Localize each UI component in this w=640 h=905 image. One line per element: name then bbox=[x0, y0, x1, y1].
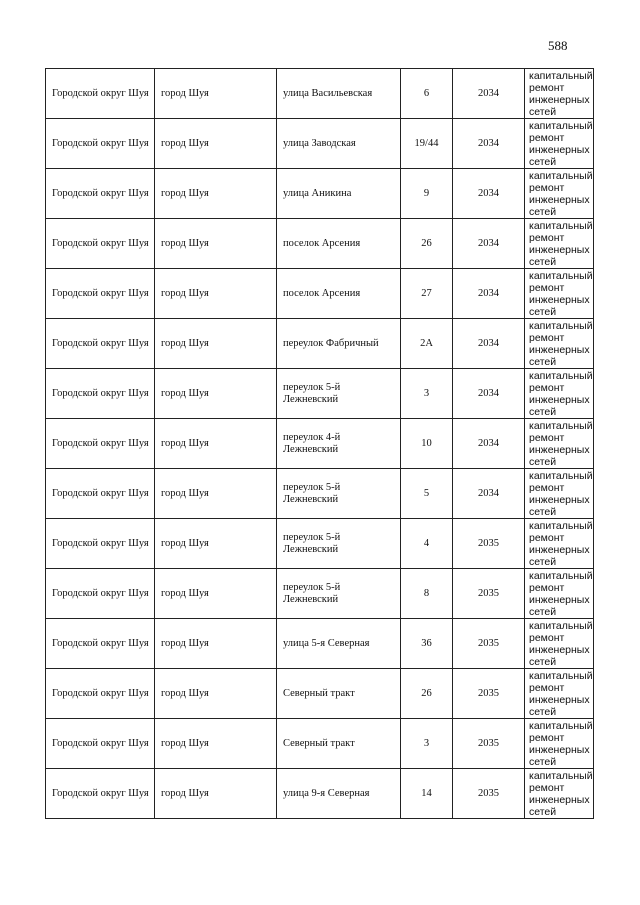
city-cell-text: город Шуя bbox=[161, 137, 209, 149]
district-cell-text: Городской округ Шуя bbox=[52, 487, 149, 499]
year-cell-text: 2035 bbox=[478, 787, 499, 799]
work-type-cell-text: капитальный ремонт инженерных сетей bbox=[529, 619, 593, 668]
work-type-cell-text: капитальный ремонт инженерных сетей bbox=[529, 119, 593, 168]
street-cell-text: переулок 5-й Лежневский bbox=[283, 581, 341, 605]
city-cell-text: город Шуя bbox=[161, 187, 209, 199]
house-number-cell bbox=[401, 569, 453, 619]
street-cell-text: переулок 4-й Лежневский bbox=[283, 431, 341, 455]
street-cell-text: поселок Арсения bbox=[283, 287, 361, 299]
district-cell-text: Городской округ Шуя bbox=[52, 537, 149, 549]
year-cell-text: 2034 bbox=[478, 387, 499, 399]
house-number-cell bbox=[401, 419, 453, 469]
house-number-cell bbox=[401, 119, 453, 169]
city-cell-text: город Шуя bbox=[161, 587, 209, 599]
year-cell-text: 2035 bbox=[478, 587, 499, 599]
district-cell bbox=[46, 369, 155, 419]
table-row bbox=[46, 319, 594, 369]
city-cell-text: город Шуя bbox=[161, 287, 209, 299]
table-row bbox=[46, 769, 594, 819]
district-cell-text: Городской округ Шуя bbox=[52, 787, 149, 799]
street-cell bbox=[277, 219, 401, 269]
city-cell-text: город Шуя bbox=[161, 487, 209, 499]
city-cell-text: город Шуя bbox=[161, 687, 209, 699]
city-cell bbox=[155, 119, 277, 169]
registry-table bbox=[45, 68, 594, 819]
year-cell bbox=[453, 669, 525, 719]
house-number-cell-text: 5 bbox=[423, 487, 430, 499]
district-cell-text: Городской округ Шуя bbox=[52, 137, 149, 149]
city-cell-text: город Шуя bbox=[161, 87, 209, 99]
year-cell bbox=[453, 269, 525, 319]
year-cell bbox=[453, 519, 525, 569]
district-cell bbox=[46, 269, 155, 319]
street-cell-text: Северный тракт bbox=[283, 737, 355, 749]
work-type-cell bbox=[525, 319, 594, 369]
street-cell bbox=[277, 119, 401, 169]
city-cell-text: город Шуя bbox=[161, 537, 209, 549]
work-type-cell-text: капитальный ремонт инженерных сетей bbox=[529, 519, 593, 568]
year-cell bbox=[453, 169, 525, 219]
district-cell-text: Городской округ Шуя bbox=[52, 737, 149, 749]
year-cell-text: 2034 bbox=[478, 287, 499, 299]
street-cell bbox=[277, 419, 401, 469]
work-type-cell bbox=[525, 369, 594, 419]
page-number: 588 bbox=[548, 38, 568, 53]
house-number-cell bbox=[401, 369, 453, 419]
work-type-cell-text: капитальный ремонт инженерных сетей bbox=[529, 569, 593, 618]
house-number-cell bbox=[401, 469, 453, 519]
district-cell bbox=[46, 769, 155, 819]
street-cell bbox=[277, 619, 401, 669]
house-number-cell-text: 10 bbox=[421, 437, 432, 449]
street-cell bbox=[277, 69, 401, 119]
table-row bbox=[46, 669, 594, 719]
year-cell-text: 2035 bbox=[478, 637, 499, 649]
work-type-cell bbox=[525, 69, 594, 119]
district-cell bbox=[46, 569, 155, 619]
table-row bbox=[46, 269, 594, 319]
table-row bbox=[46, 719, 594, 769]
district-cell-text: Городской округ Шуя bbox=[52, 87, 149, 99]
district-cell bbox=[46, 469, 155, 519]
house-number-cell-text: 3 bbox=[423, 737, 430, 749]
district-cell bbox=[46, 719, 155, 769]
year-cell-text: 2035 bbox=[478, 537, 499, 549]
city-cell bbox=[155, 169, 277, 219]
house-number-cell bbox=[401, 269, 453, 319]
district-cell-text: Городской округ Шуя bbox=[52, 337, 149, 349]
street-cell-text: улица 5-я Северная bbox=[283, 637, 370, 649]
district-cell bbox=[46, 419, 155, 469]
city-cell bbox=[155, 769, 277, 819]
city-cell bbox=[155, 469, 277, 519]
year-cell bbox=[453, 769, 525, 819]
house-number-cell bbox=[401, 319, 453, 369]
street-cell bbox=[277, 569, 401, 619]
house-number-cell-text: 14 bbox=[421, 787, 432, 799]
year-cell-text: 2034 bbox=[478, 137, 499, 149]
table-row bbox=[46, 469, 594, 519]
house-number-cell-text: 36 bbox=[421, 637, 432, 649]
house-number-cell-text: 2А bbox=[420, 337, 433, 349]
house-number-cell bbox=[401, 219, 453, 269]
table-row bbox=[46, 219, 594, 269]
work-type-cell-text: капитальный ремонт инженерных сетей bbox=[529, 719, 593, 768]
street-cell bbox=[277, 519, 401, 569]
street-cell-text: улица Васильевская bbox=[283, 87, 373, 99]
work-type-cell bbox=[525, 219, 594, 269]
table-row bbox=[46, 619, 594, 669]
city-cell-text: город Шуя bbox=[161, 637, 209, 649]
table-row bbox=[46, 419, 594, 469]
city-cell bbox=[155, 269, 277, 319]
year-cell-text: 2034 bbox=[478, 337, 499, 349]
work-type-cell bbox=[525, 769, 594, 819]
street-cell bbox=[277, 769, 401, 819]
district-cell bbox=[46, 69, 155, 119]
street-cell bbox=[277, 719, 401, 769]
street-cell bbox=[277, 269, 401, 319]
district-cell bbox=[46, 119, 155, 169]
year-cell-text: 2034 bbox=[478, 237, 499, 249]
year-cell bbox=[453, 119, 525, 169]
city-cell bbox=[155, 619, 277, 669]
street-cell-text: поселок Арсения bbox=[283, 237, 361, 249]
year-cell bbox=[453, 419, 525, 469]
table-row bbox=[46, 119, 594, 169]
house-number-cell-text: 19/44 bbox=[414, 137, 439, 149]
work-type-cell bbox=[525, 119, 594, 169]
table-row bbox=[46, 519, 594, 569]
district-cell-text: Городской округ Шуя bbox=[52, 187, 149, 199]
district-cell bbox=[46, 669, 155, 719]
work-type-cell bbox=[525, 719, 594, 769]
city-cell bbox=[155, 569, 277, 619]
house-number-cell bbox=[401, 769, 453, 819]
district-cell-text: Городской округ Шуя bbox=[52, 437, 149, 449]
district-cell-text: Городской округ Шуя bbox=[52, 287, 149, 299]
city-cell bbox=[155, 219, 277, 269]
year-cell bbox=[453, 469, 525, 519]
district-cell bbox=[46, 169, 155, 219]
city-cell-text: город Шуя bbox=[161, 437, 209, 449]
house-number-cell bbox=[401, 69, 453, 119]
district-cell-text: Городской округ Шуя bbox=[52, 387, 149, 399]
work-type-cell bbox=[525, 269, 594, 319]
year-cell-text: 2034 bbox=[478, 487, 499, 499]
street-cell-text: переулок 5-й Лежневский bbox=[283, 531, 341, 555]
work-type-cell bbox=[525, 519, 594, 569]
city-cell-text: город Шуя bbox=[161, 387, 209, 399]
work-type-cell-text: капитальный ремонт инженерных сетей bbox=[529, 369, 593, 418]
work-type-cell bbox=[525, 569, 594, 619]
work-type-cell bbox=[525, 469, 594, 519]
year-cell-text: 2034 bbox=[478, 87, 499, 99]
city-cell bbox=[155, 419, 277, 469]
street-cell bbox=[277, 669, 401, 719]
year-cell-text: 2035 bbox=[478, 687, 499, 699]
work-type-cell bbox=[525, 169, 594, 219]
district-cell-text: Городской округ Шуя bbox=[52, 587, 149, 599]
district-cell-text: Городской округ Шуя bbox=[52, 237, 149, 249]
street-cell bbox=[277, 369, 401, 419]
year-cell bbox=[453, 319, 525, 369]
street-cell-text: переулок 5-й Лежневский bbox=[283, 381, 341, 405]
city-cell bbox=[155, 319, 277, 369]
work-type-cell-text: капитальный ремонт инженерных сетей bbox=[529, 269, 593, 318]
year-cell-text: 2034 bbox=[478, 437, 499, 449]
house-number-cell-text: 3 bbox=[423, 387, 430, 399]
year-cell bbox=[453, 219, 525, 269]
work-type-cell-text: капитальный ремонт инженерных сетей bbox=[529, 169, 593, 218]
work-type-cell bbox=[525, 619, 594, 669]
house-number-cell bbox=[401, 169, 453, 219]
district-cell bbox=[46, 219, 155, 269]
house-number-cell-text: 27 bbox=[421, 287, 432, 299]
city-cell-text: город Шуя bbox=[161, 337, 209, 349]
street-cell bbox=[277, 469, 401, 519]
city-cell-text: город Шуя bbox=[161, 737, 209, 749]
district-cell bbox=[46, 319, 155, 369]
work-type-cell-text: капитальный ремонт инженерных сетей bbox=[529, 419, 593, 468]
work-type-cell-text: капитальный ремонт инженерных сетей bbox=[529, 769, 593, 818]
district-cell-text: Городской округ Шуя bbox=[52, 687, 149, 699]
house-number-cell bbox=[401, 519, 453, 569]
year-cell bbox=[453, 569, 525, 619]
registry-table-body bbox=[46, 69, 594, 819]
house-number-cell-text: 26 bbox=[421, 237, 432, 249]
house-number-cell-text: 6 bbox=[423, 87, 430, 99]
district-cell bbox=[46, 619, 155, 669]
work-type-cell-text: капитальный ремонт инженерных сетей bbox=[529, 669, 593, 718]
street-cell bbox=[277, 319, 401, 369]
year-cell-text: 2035 bbox=[478, 737, 499, 749]
city-cell bbox=[155, 369, 277, 419]
district-cell bbox=[46, 519, 155, 569]
house-number-cell-text: 8 bbox=[423, 587, 430, 599]
house-number-cell-text: 4 bbox=[423, 537, 430, 549]
year-cell bbox=[453, 69, 525, 119]
street-cell bbox=[277, 169, 401, 219]
house-number-cell-text: 9 bbox=[423, 187, 430, 199]
year-cell bbox=[453, 719, 525, 769]
house-number-cell bbox=[401, 619, 453, 669]
city-cell bbox=[155, 719, 277, 769]
house-number-cell bbox=[401, 719, 453, 769]
city-cell-text: город Шуя bbox=[161, 237, 209, 249]
table-row bbox=[46, 69, 594, 119]
city-cell bbox=[155, 669, 277, 719]
city-cell-text: город Шуя bbox=[161, 787, 209, 799]
street-cell-text: улица Заводская bbox=[283, 137, 356, 149]
year-cell bbox=[453, 369, 525, 419]
house-number-cell bbox=[401, 669, 453, 719]
district-cell-text: Городской округ Шуя bbox=[52, 637, 149, 649]
city-cell bbox=[155, 519, 277, 569]
city-cell bbox=[155, 69, 277, 119]
table-row bbox=[46, 169, 594, 219]
year-cell bbox=[453, 619, 525, 669]
work-type-cell bbox=[525, 419, 594, 469]
table-row bbox=[46, 569, 594, 619]
street-cell-text: улица 9-я Северная bbox=[283, 787, 370, 799]
street-cell-text: переулок Фабричный bbox=[283, 337, 379, 349]
work-type-cell-text: капитальный ремонт инженерных сетей bbox=[529, 69, 593, 118]
house-number-cell-text: 26 bbox=[421, 687, 432, 699]
year-cell-text: 2034 bbox=[478, 187, 499, 199]
street-cell-text: Северный тракт bbox=[283, 687, 355, 699]
work-type-cell-text: капитальный ремонт инженерных сетей bbox=[529, 219, 593, 268]
work-type-cell-text: капитальный ремонт инженерных сетей bbox=[529, 469, 593, 518]
table-row bbox=[46, 369, 594, 419]
work-type-cell bbox=[525, 669, 594, 719]
work-type-cell-text: капитальный ремонт инженерных сетей bbox=[529, 319, 593, 368]
street-cell-text: переулок 5-й Лежневский bbox=[283, 481, 341, 505]
street-cell-text: улица Аникина bbox=[283, 187, 352, 199]
